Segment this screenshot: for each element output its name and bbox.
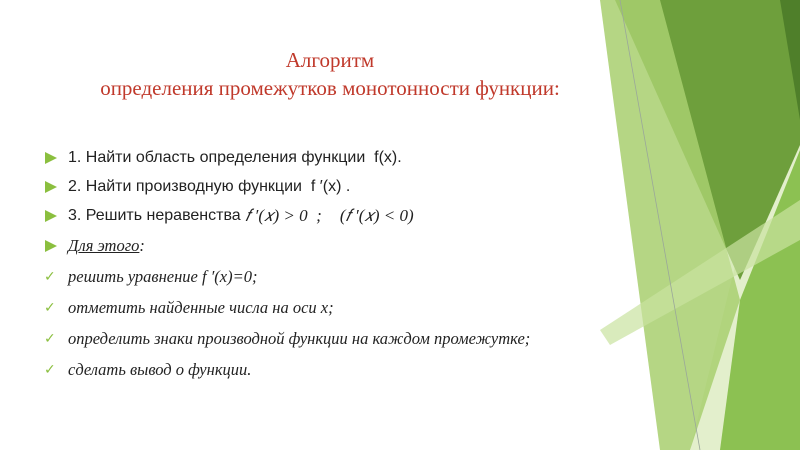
step-2-text: 2. Найти производную функции f ′(x) . [68,178,351,195]
triangle-arrow-icon [44,210,68,222]
list-item [44,296,334,320]
check-3-text: определить знаки производной функции на каждом промежутке; [68,329,531,348]
slide-title-line2: определения промежутков монотонности функции: [100,76,560,100]
checkmark-icon: ✓ [44,331,56,347]
triangle-arrow-icon [44,240,68,252]
check-4-text: сделать вывод о функции. [68,360,252,379]
list-item [44,265,258,289]
list-item [44,234,145,258]
step-1-text: 1. Найти область определения функции f(x). [68,149,402,166]
list-item [44,146,402,170]
step-3-text: 3. Решить неравенства [68,207,246,224]
triangle-arrow-icon [44,181,68,193]
check-1-text: решить уравнение f ′(x)=0; [68,267,258,286]
for-this-label: Для этого [68,236,140,255]
for-this-colon: : [139,236,145,255]
checkmark-icon: ✓ [44,269,56,285]
slide-title-line1: Алгоритм [285,48,375,72]
checkmark-icon: ✓ [44,300,56,316]
inequality-positive: 𝑓 ′(𝑥) > 0 ; [245,206,322,225]
list-item [44,175,350,199]
inequality-negative: (𝑓 ′(𝑥) < 0) [339,206,414,225]
list-item [44,327,530,351]
triangle-arrow-icon [44,152,68,164]
check-2-text: отметить найденные числа на оси x; [68,298,334,317]
list-item [44,358,251,382]
checkmark-icon: ✓ [44,362,56,378]
list-item [44,204,414,228]
